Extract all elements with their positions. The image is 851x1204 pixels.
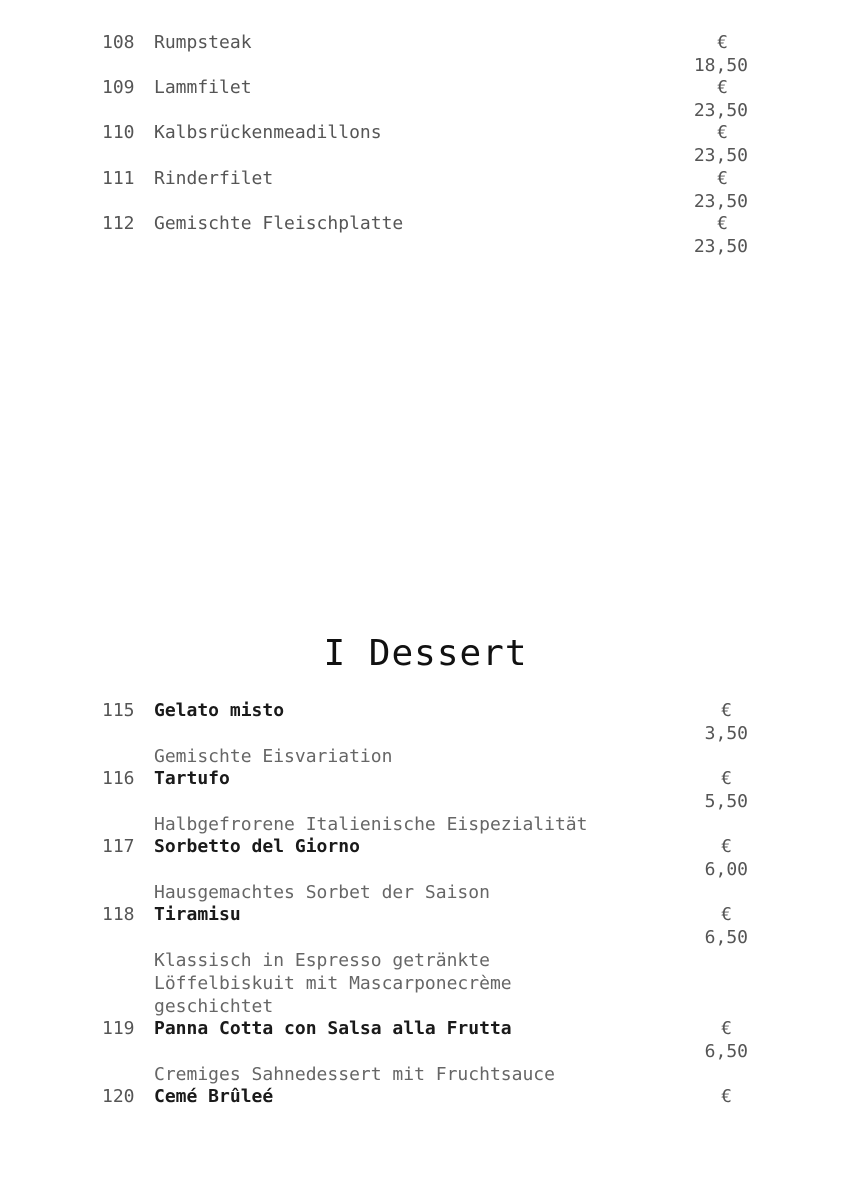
- item-number: 115: [102, 700, 135, 721]
- currency-symbol: €: [721, 768, 732, 789]
- item-price: 6,50: [704, 927, 748, 948]
- item-number: 111: [102, 168, 135, 189]
- currency-symbol: €: [717, 32, 728, 53]
- item-price: 18,50: [693, 55, 748, 76]
- item-price: 23,50: [693, 236, 748, 257]
- currency-symbol: €: [721, 836, 732, 857]
- item-number: 118: [102, 904, 135, 925]
- currency-symbol: €: [717, 122, 728, 143]
- item-name: Lammfilet: [154, 77, 252, 98]
- item-name: Tartufo: [154, 768, 230, 789]
- item-description: Hausgemachtes Sorbet der Saison: [154, 882, 490, 903]
- item-name: Gelato misto: [154, 700, 285, 721]
- item-number: 116: [102, 768, 135, 789]
- currency-symbol: €: [721, 904, 732, 925]
- item-price: 3,50: [704, 723, 748, 744]
- item-number: 109: [102, 77, 135, 98]
- item-number: 117: [102, 836, 135, 857]
- item-name: Rinderfilet: [154, 168, 274, 189]
- item-description: Halbgefrorene Italienische Eispezialität: [154, 814, 588, 835]
- item-name: Tiramisu: [154, 904, 241, 925]
- item-description: Klassisch in Espresso getränkte: [154, 950, 490, 971]
- item-name: Rumpsteak: [154, 32, 252, 53]
- currency-symbol: €: [717, 168, 728, 189]
- item-number: 120: [102, 1086, 135, 1107]
- item-description: Gemischte Eisvariation: [154, 746, 393, 767]
- item-price: 6,00: [704, 859, 748, 880]
- item-price: 23,50: [693, 100, 748, 121]
- item-description: Löffelbiskuit mit Mascarponecrème: [154, 973, 512, 994]
- item-price: 23,50: [693, 145, 748, 166]
- item-description: geschichtet: [154, 996, 274, 1017]
- currency-symbol: €: [717, 77, 728, 98]
- item-name: Sorbetto del Giorno: [154, 836, 360, 857]
- item-name: Panna Cotta con Salsa alla Frutta: [154, 1018, 512, 1039]
- item-name: Cemé Brûleé: [154, 1086, 274, 1107]
- currency-symbol: €: [721, 700, 732, 721]
- currency-symbol: €: [717, 213, 728, 234]
- item-number: 110: [102, 122, 135, 143]
- item-price: 5,50: [704, 791, 748, 812]
- item-number: 119: [102, 1018, 135, 1039]
- currency-symbol: €: [721, 1018, 732, 1039]
- item-description: Cremiges Sahnedessert mit Fruchtsauce: [154, 1064, 555, 1085]
- item-number: 108: [102, 32, 135, 53]
- item-price: 6,50: [704, 1041, 748, 1062]
- item-price: 23,50: [693, 191, 748, 212]
- currency-symbol: €: [721, 1086, 732, 1107]
- item-name: Kalbsrückenmeadillons: [154, 122, 382, 143]
- item-name: Gemischte Fleischplatte: [154, 213, 404, 234]
- item-number: 112: [102, 213, 135, 234]
- section-title: I Dessert: [323, 633, 528, 674]
